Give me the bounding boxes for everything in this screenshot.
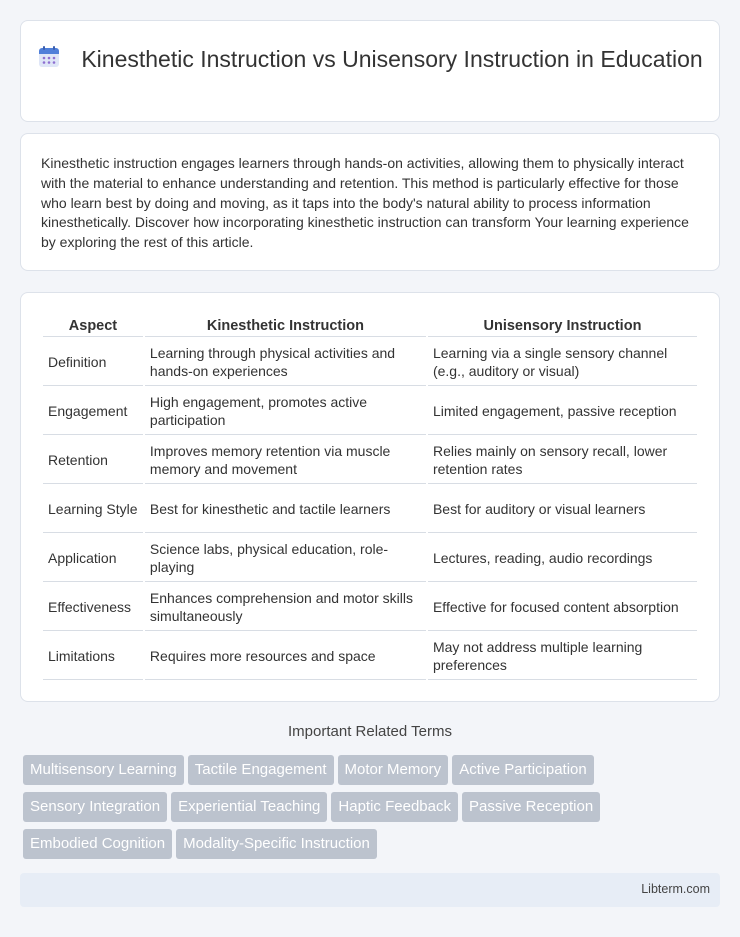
related-term-tag[interactable]: Embodied Cognition — [23, 829, 172, 859]
row-aspect: Learning Style — [43, 486, 143, 533]
row-kinesthetic: Enhances comprehension and motor skills simultaneously — [145, 584, 426, 631]
related-term-tag[interactable]: Sensory Integration — [23, 792, 167, 822]
footer-brand[interactable]: Libterm.com — [641, 882, 710, 896]
row-kinesthetic: Best for kinesthetic and tactile learners — [145, 486, 426, 533]
row-aspect: Engagement — [43, 388, 143, 435]
row-kinesthetic: High engagement, promotes active participation — [145, 388, 426, 435]
related-term-tag[interactable]: Haptic Feedback — [331, 792, 458, 822]
table-row — [43, 535, 697, 582]
calendar-icon — [37, 45, 61, 69]
header-kinesthetic: Kinesthetic Instruction — [145, 318, 426, 337]
table-row — [43, 339, 697, 386]
intro-paragraph: Kinesthetic instruction engages learners through hands-on activities, allowing them to physically interact with the material to enhance understanding and retention. This method is particularly effective for those who learn best by doing and moving, as it taps into the body's natural ability to process information kinesthetically. Discover how incorporating kinesthetic instruction can transform Your learning experience by exploring the rest of this article. — [41, 155, 689, 251]
title-text: Kinesthetic Instruction vs Unisensory Instruction in Education — [81, 46, 703, 72]
row-kinesthetic: Improves memory retention via muscle memory and movement — [145, 437, 426, 484]
row-aspect: Retention — [43, 437, 143, 484]
table-row — [43, 437, 697, 484]
row-aspect: Application — [43, 535, 143, 582]
row-aspect: Effectiveness — [43, 584, 143, 631]
intro-card — [20, 133, 720, 271]
row-unisensory: Learning via a single sensory channel (e.g., auditory or visual) — [428, 339, 697, 386]
related-term-tag[interactable]: Experiential Teaching — [171, 792, 327, 822]
related-term-tag[interactable]: Passive Reception — [462, 792, 600, 822]
footer — [20, 873, 720, 907]
page-title — [21, 45, 719, 74]
row-unisensory: Limited engagement, passive reception — [428, 388, 697, 435]
title-card — [20, 20, 720, 122]
related-term-tag[interactable]: Multisensory Learning — [23, 755, 184, 785]
header-aspect: Aspect — [43, 318, 143, 337]
header-unisensory: Unisensory Instruction — [428, 318, 697, 337]
table-row — [43, 388, 697, 435]
related-term-tag[interactable]: Tactile Engagement — [188, 755, 334, 785]
comparison-card — [20, 292, 720, 702]
row-kinesthetic: Learning through physical activities and hands-on experiences — [145, 339, 426, 386]
related-term-tag[interactable]: Modality-Specific Instruction — [176, 829, 377, 859]
table-row — [43, 584, 697, 631]
row-kinesthetic: Science labs, physical education, role-playing — [145, 535, 426, 582]
related-term-tag[interactable]: Motor Memory — [338, 755, 449, 785]
row-unisensory: Relies mainly on sensory recall, lower retention rates — [428, 437, 697, 484]
row-unisensory: Effective for focused content absorption — [428, 584, 697, 631]
row-unisensory: Best for auditory or visual learners — [428, 486, 697, 533]
row-unisensory: Lectures, reading, audio recordings — [428, 535, 697, 582]
table-row — [43, 633, 697, 680]
table-row — [43, 486, 697, 533]
related-terms-heading: Important Related Terms — [288, 723, 452, 740]
row-aspect: Limitations — [43, 633, 143, 680]
table-header-row — [43, 318, 697, 337]
related-term-tag[interactable]: Active Participation — [452, 755, 594, 785]
row-unisensory: May not address multiple learning preferences — [428, 633, 697, 680]
row-kinesthetic: Requires more resources and space — [145, 633, 426, 680]
comparison-table — [41, 316, 699, 682]
related-terms-list — [23, 755, 723, 866]
row-aspect: Definition — [43, 339, 143, 386]
